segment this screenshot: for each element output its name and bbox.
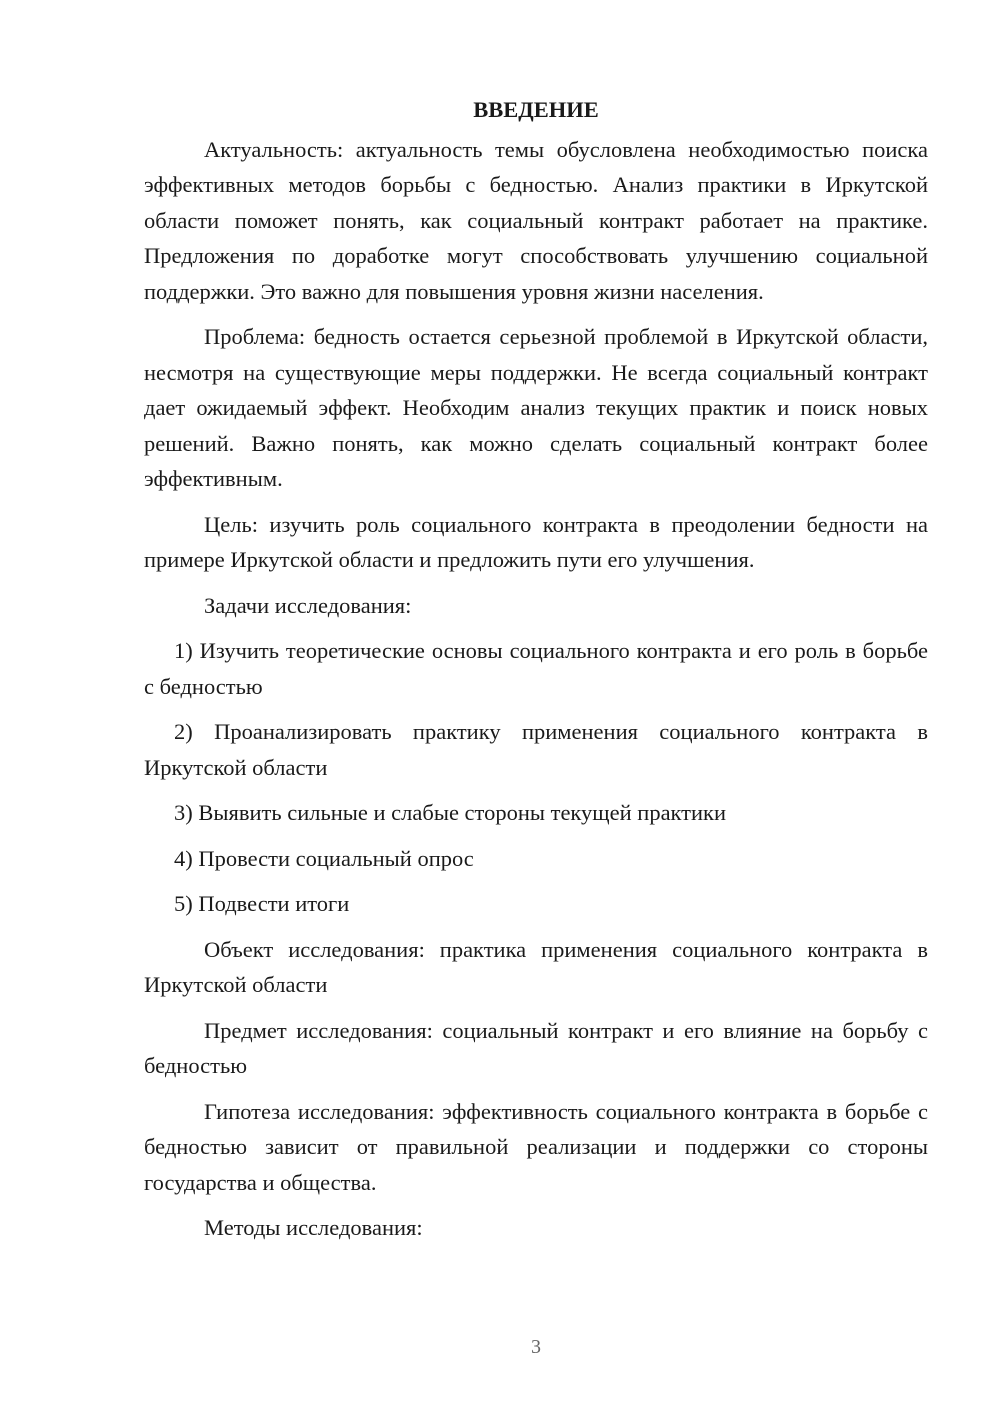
paragraph-object: Объект исследования: практика применения социального контракта в Иркутской области [144,936,928,997]
task-item-3: 3) Выявить сильные и слабые стороны текущей практики [174,800,727,825]
section-title: ВВЕДЕНИЕ [473,97,599,122]
paragraph-tasks-heading: Задачи исследования: [204,592,412,618]
paragraph-problem: Проблема: бедность остается серьезной проблемой в Иркутской области, несмотря на существующие меры поддержки. Не всегда социальный контракт дает ожидаемый эффект. Необходим анализ текущих практик и поиск новых решений. Важно понять, как можно сделать социальный контракт более эффективным. [144,324,928,491]
page-content [144,92,928,1256]
paragraph-goal: Цель: изучить роль социального контракта в преодолении бедности на примере Иркутской области и предложить пути его улучшения. [144,511,928,572]
paragraph-hypothesis: Гипотеза исследования: эффективность социального контракта в борьбе с бедностью зависит от правильной реализации и поддержки со стороны государства и общества. [144,1098,928,1195]
task-item-2: 2) Проанализировать практику применения социального контракта в Иркутской области [144,719,928,780]
page-number: 3 [531,1336,541,1358]
paragraph-relevance: Актуальность: актуальность темы обусловлена необходимостью поиска эффективных методов борьбы с бедностью. Анализ практики в Иркутской области поможет понять, как социальный контракт работает на практике. Предложения по доработке могут способствовать улучшению социальной поддержки. Это важно для повышения уровня жизни населения. [144,136,928,304]
task-item-4: 4) Провести социальный опрос [174,845,474,871]
paragraph-subject: Предмет исследования: социальный контракт и его влияние на борьбу с бедностью [144,1017,928,1078]
paragraph-methods: Методы исследования: [204,1215,423,1240]
task-item-5: 5) Подвести итоги [174,891,350,916]
task-item-1: 1) Изучить теоретические основы социального контракта и его роль в борьбе с бедностью [144,638,928,699]
